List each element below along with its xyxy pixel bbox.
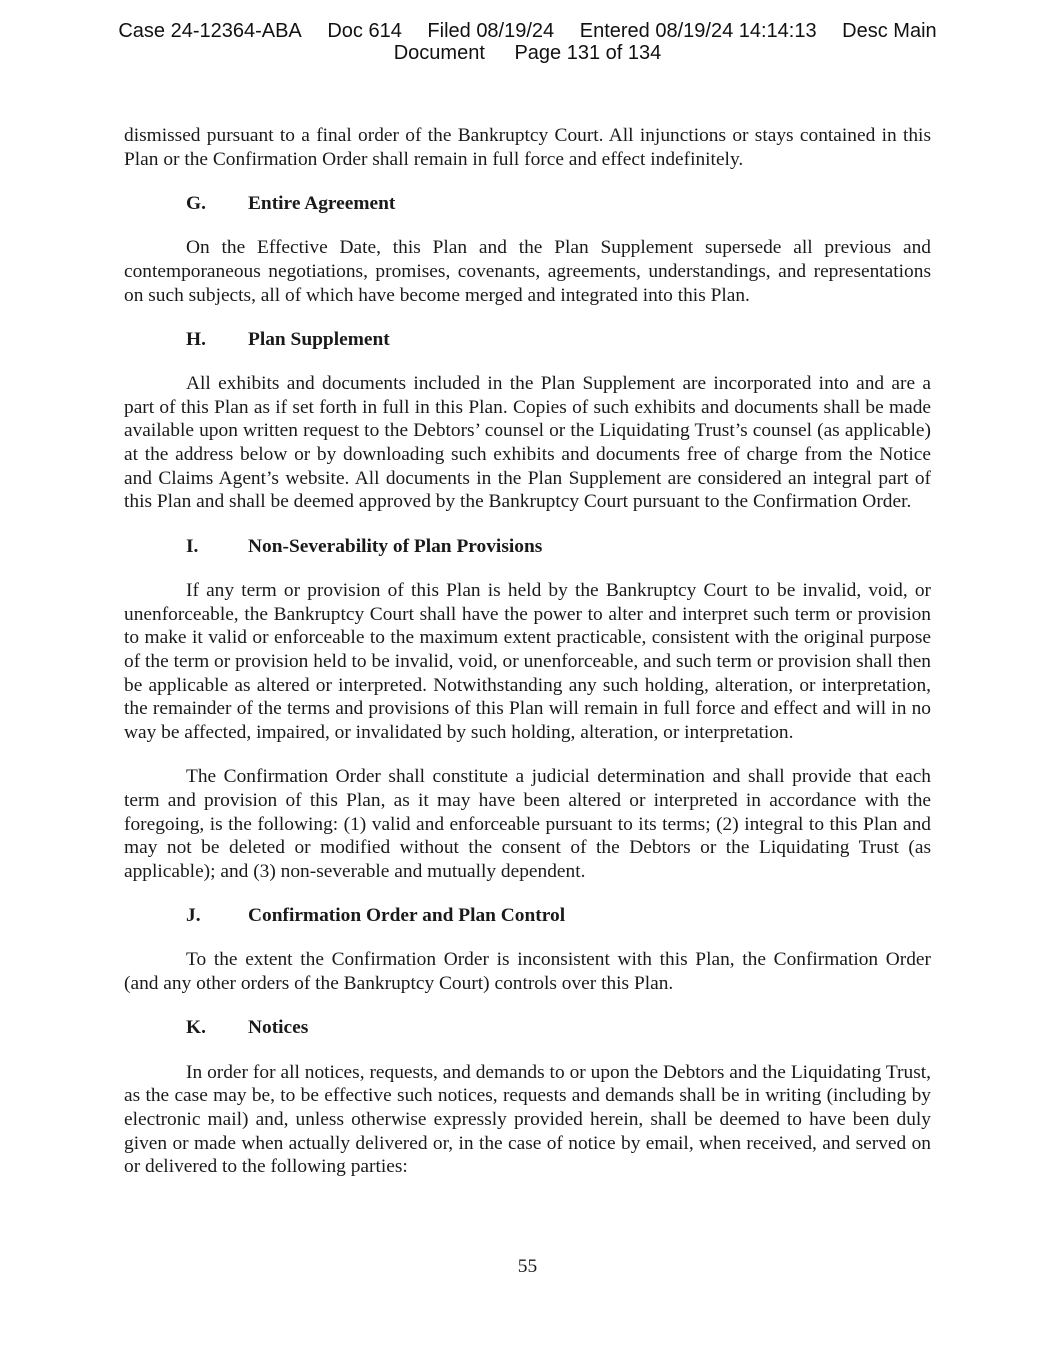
header-line-2 (0, 42, 1055, 64)
doc-number: Doc 614 (327, 20, 402, 42)
document-label: Document (393, 42, 485, 64)
section-title: Confirmation Order and Plan Control (248, 905, 566, 927)
document-body (124, 124, 931, 1179)
section-letter: J. (186, 905, 201, 927)
section-letter: K. (186, 1017, 206, 1039)
opening-paragraph: dismissed pursuant to a final order of the Bankruptcy Court. All injunctions or stays contained in this Plan or the Confirmation Order shall remain in full force and effect indefinitely. (124, 125, 931, 170)
section-letter: G. (186, 192, 206, 214)
section-heading-g (124, 192, 931, 216)
section-k-paragraph: In order for all notices, requests, and demands to or upon the Debtors and the Liquidating Trust, as the case may be, to be effective such notices, requests and demands shall be in writing (including by electronic mail) and, unless otherwise expressly provided herein, shall be deemed to have been duly given or made when actually delivered or, in the case of notice by email, when received, and served on or delivered to the following parties: (124, 1061, 931, 1178)
court-filing-header (0, 20, 1055, 64)
page-indicator: Page 131 of 134 (514, 42, 662, 64)
case-number: Case 24-12364-ABA (118, 20, 302, 42)
section-letter: H. (186, 328, 206, 350)
section-i-paragraph-2: The Confirmation Order shall constitute a judicial determination and shall provide that each term and provision of this Plan, as it may have been altered or interpreted in accordance with the foregoing, is the following: (1) valid and enforceable pursuant to its terms; (2) integral to this Plan and may not be deleted or modified without the consent of the Debtors or the Liquidating Trust (as applicable); and (3) non-severable and mutually dependent. (124, 766, 931, 883)
section-g-paragraph: On the Effective Date, this Plan and the Plan Supplement supersede all previous and contemporaneous negotiations, promises, covenants, agreements, understandings, and representations on such subjects, all of which have become merged and integrated into this Plan. (124, 237, 931, 306)
header-line-1 (0, 20, 1055, 42)
section-h-paragraph: All exhibits and documents included in the Plan Supplement are incorporated into and are a part of this Plan as if set forth in full in this Plan. Copies of such exhibits and documents shall be made available upon written request to the Debtors’ counsel or the Liquidating Trust’s counsel (as applicable) at the address below or by downloading such exhibits and documents free of charge from the Notice and Claims Agent’s website. All documents in the Plan Supplement are considered an integral part of this Plan and shall be deemed approved by the Bankruptcy Court pursuant to the Confirmation Order. (124, 372, 931, 513)
section-heading-i (124, 535, 931, 559)
description: Desc Main (842, 20, 937, 42)
section-heading-j (124, 904, 931, 928)
filed-date: Filed 08/19/24 (427, 20, 555, 42)
section-title: Notices (248, 1017, 309, 1039)
entered-date: Entered 08/19/24 14:14:13 (579, 20, 817, 42)
section-heading-h (124, 328, 931, 352)
section-letter: I. (186, 535, 199, 557)
section-title: Non-Severability of Plan Provisions (248, 535, 543, 557)
page-number: 55 (517, 1256, 538, 1277)
section-title: Entire Agreement (248, 192, 396, 214)
section-title: Plan Supplement (248, 328, 390, 350)
section-j-paragraph: To the extent the Confirmation Order is inconsistent with this Plan, the Confirmation Order (and any other orders of the Bankruptcy Court) controls over this Plan. (124, 949, 931, 995)
section-i-paragraph-1: If any term or provision of this Plan is held by the Bankruptcy Court to be invalid, void, or unenforceable, the Bankruptcy Court shall have the power to alter and interpret such term or provision to make it valid or enforceable to the maximum extent practicable, consistent with the original purpose of the term or provision held to be invalid, void, or unenforceable, and such term or provision shall then be applicable as altered or interpreted. Notwithstanding any such holding, alteration, or interpretation, the remainder of the terms and provisions of this Plan will remain in full force and effect and will in no way be affected, impaired, or invalidated by such holding, alteration, or interpretation. (124, 579, 931, 744)
section-heading-k (124, 1016, 931, 1040)
